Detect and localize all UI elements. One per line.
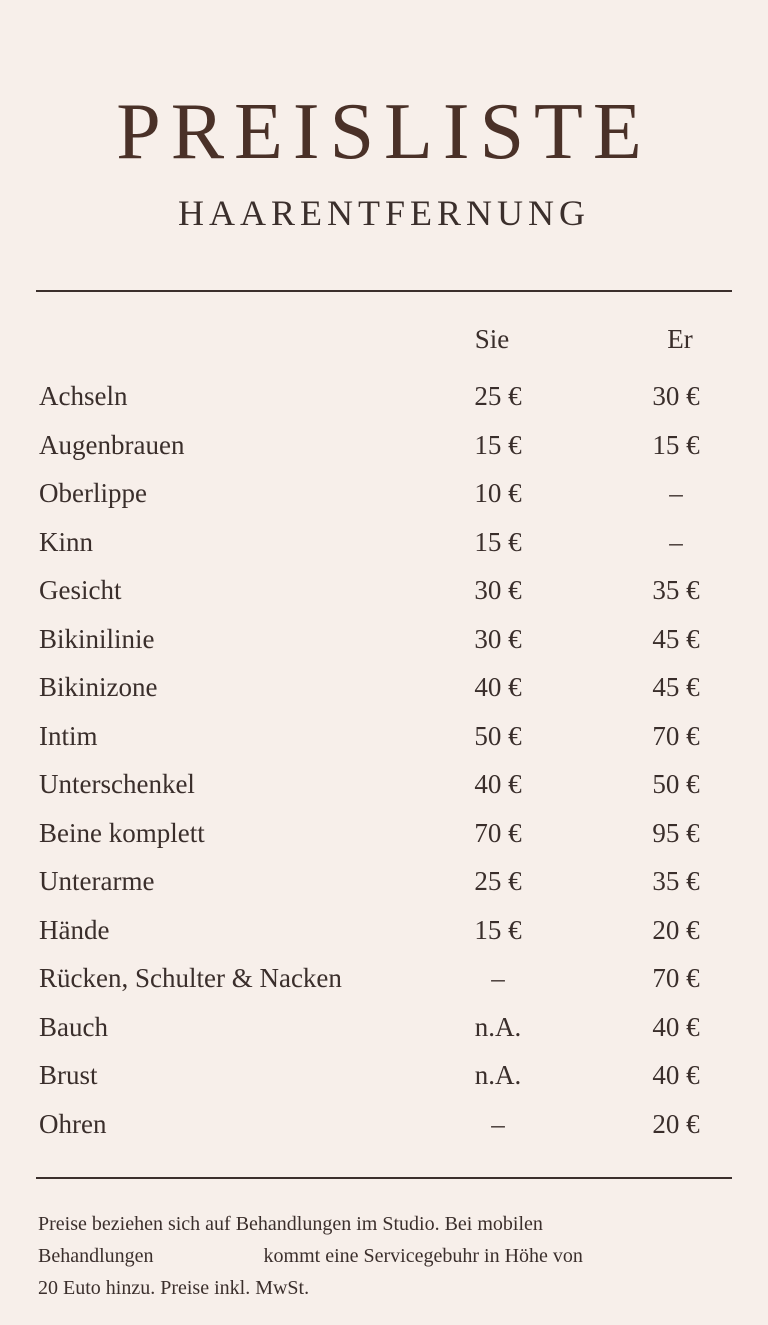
footer-line-2a: Behandlungen: [38, 1245, 154, 1267]
price-row: [0, 1051, 768, 1100]
treatment-label: Intim: [39, 720, 98, 751]
footer-line-2: [38, 1240, 738, 1272]
treatment-label: Augenbrauen: [39, 429, 185, 460]
treatment-label: Brust: [39, 1060, 98, 1090]
top-divider: [36, 290, 732, 292]
price-sie: 10 €: [474, 478, 522, 508]
bottom-divider: [36, 1177, 732, 1179]
price-row: [0, 809, 768, 858]
price-er: 20 €: [652, 914, 700, 945]
price-row: [0, 760, 768, 809]
price-row: [0, 663, 768, 712]
price-sie: 50 €: [474, 720, 522, 751]
treatment-label: Kinn: [39, 526, 93, 557]
price-row: [0, 566, 768, 615]
treatment-label: Oberlippe: [39, 478, 147, 508]
price-sie: 15 €: [474, 429, 522, 460]
treatment-label: Unterarme: [39, 866, 155, 896]
price-table: [0, 372, 768, 1148]
price-sie: 25 €: [474, 381, 522, 411]
price-sie: 30 €: [474, 575, 522, 605]
price-er: 35 €: [652, 575, 700, 605]
price-row: [0, 1100, 768, 1149]
price-er: 50 €: [652, 769, 700, 799]
price-er: 30 €: [652, 381, 700, 411]
price-sie: 15 €: [474, 526, 522, 557]
price-sie: 30 €: [474, 623, 522, 654]
price-row: [0, 372, 768, 421]
treatment-label: Gesicht: [39, 575, 122, 605]
price-row: [0, 421, 768, 470]
price-er: 15 €: [652, 429, 700, 460]
price-er: 40 €: [652, 1011, 700, 1042]
price-er: 70 €: [652, 720, 700, 751]
price-er: –: [669, 478, 683, 508]
price-sie: –: [491, 1108, 505, 1139]
treatment-label: Hände: [39, 914, 110, 945]
price-sie: 70 €: [474, 817, 522, 848]
price-er: –: [669, 526, 683, 557]
footer-note: [38, 1208, 738, 1304]
price-er: 70 €: [652, 963, 700, 993]
price-row: [0, 518, 768, 567]
treatment-label: Ohren: [39, 1108, 107, 1139]
price-er: 20 €: [652, 1108, 700, 1139]
price-row: [0, 954, 768, 1003]
price-sie: 15 €: [474, 914, 522, 945]
price-row: [0, 906, 768, 955]
treatment-label: Unterschenkel: [39, 769, 195, 799]
footer-line-3: 20 Euto hinzu. Preise inkl. MwSt.: [38, 1277, 310, 1299]
price-sie: n.A.: [474, 1060, 522, 1090]
price-er: 40 €: [652, 1060, 700, 1090]
treatment-label: Bauch: [39, 1011, 108, 1042]
price-row: [0, 712, 768, 761]
price-er: 35 €: [652, 866, 700, 896]
price-er: 45 €: [652, 623, 700, 654]
price-row: [0, 857, 768, 906]
treatment-label: Bikinizone: [39, 672, 158, 702]
page-title: PREISLISTE: [116, 88, 652, 176]
column-header-sie: Sie: [474, 324, 510, 354]
treatment-label: Bikinilinie: [39, 623, 155, 654]
price-sie: 25 €: [474, 866, 522, 896]
footer-line-1: Preise beziehen sich auf Behandlungen im Studio. Bei mobilen: [38, 1213, 543, 1235]
price-row: [0, 469, 768, 518]
price-sie: n.A.: [474, 1011, 522, 1042]
treatment-label: Beine komplett: [39, 817, 205, 848]
price-er: 45 €: [652, 672, 700, 702]
treatment-label: Achseln: [39, 381, 128, 411]
footer-line-2b: kommt eine Servicegebuhr in Höhe von: [263, 1245, 583, 1267]
price-sie: 40 €: [474, 769, 522, 799]
treatment-label: Rücken, Schulter & Nacken: [39, 963, 342, 993]
price-row: [0, 1003, 768, 1052]
column-header-er: Er: [667, 324, 693, 354]
price-sie: –: [491, 963, 505, 993]
price-row: [0, 615, 768, 664]
price-er: 95 €: [652, 817, 700, 848]
page-subtitle: HAARENTFERNUNG: [178, 193, 590, 233]
price-sie: 40 €: [474, 672, 522, 702]
